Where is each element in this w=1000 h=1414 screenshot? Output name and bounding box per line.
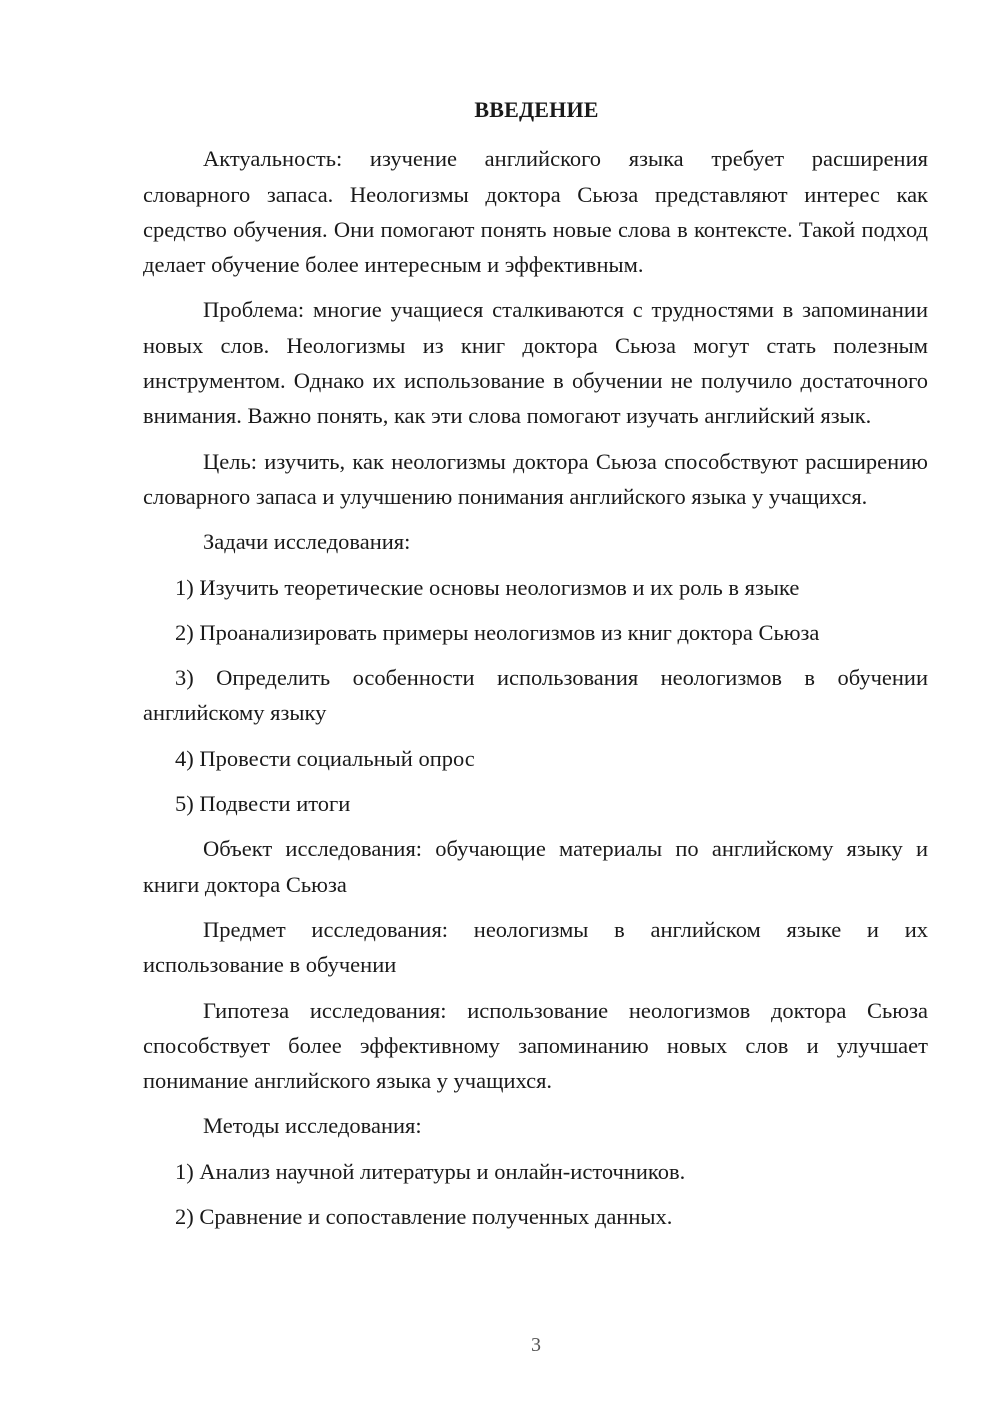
- page-title: ВВЕДЕНИЕ: [474, 97, 599, 122]
- task-item: 2) Проанализировать примеры неологизмов из книг доктора Сьюза: [175, 619, 820, 645]
- method-item: 2) Сравнение и сопоставление полученных данных.: [175, 1204, 673, 1230]
- hypothesis-paragraph: Гипотеза исследования: использование неологизмов доктора Сьюза способствует более эффективному запоминанию новых слов и улучшает понимание английского языка у учащихся.: [143, 997, 928, 1094]
- task-item: 1) Изучить теоретические основы неологизмов и их роль в языке: [175, 574, 800, 600]
- task-item: 5) Подвести итоги: [175, 791, 351, 817]
- page-number: 3: [531, 1334, 541, 1356]
- task-item: 3) Определить особенности использования неологизмов в обучении английскому языку: [143, 665, 928, 726]
- task-item: 4) Провести социальный опрос: [175, 745, 475, 771]
- method-item: 1) Анализ научной литературы и онлайн-источников.: [175, 1158, 686, 1184]
- object-paragraph: Объект исследования: обучающие материалы по английскому языку и книги доктора Сьюза: [143, 836, 928, 897]
- problem-paragraph: Проблема: многие учащиеся сталкиваются с трудностями в запоминании новых слов. Неологизмы из книг доктора Сьюза могут стать полезным инструментом. Однако их использование в обучении не получило достаточного внимания. Важно понять, как эти слова помогают изучать английский язык.: [143, 297, 928, 429]
- methods-heading: Методы исследования:: [203, 1113, 422, 1139]
- subject-paragraph: Предмет исследования: неологизмы в английском языке и их использование в обучении: [143, 916, 928, 978]
- goal-paragraph: Цель: изучить, как неологизмы доктора Сьюза способствуют расширению словарного запаса и улучшению понимания английского языка у учащихся.: [143, 448, 928, 509]
- relevance-paragraph: Актуальность: изучение английского языка требует расширения словарного запаса. Неологизмы доктора Сьюза представляют интерес как средство обучения. Они помогают понять новые слова в контексте. Такой подход делает обучение более интересным и эффективным.: [143, 146, 928, 278]
- tasks-heading: Задачи исследования:: [203, 529, 411, 555]
- document-body: [143, 92, 928, 1234]
